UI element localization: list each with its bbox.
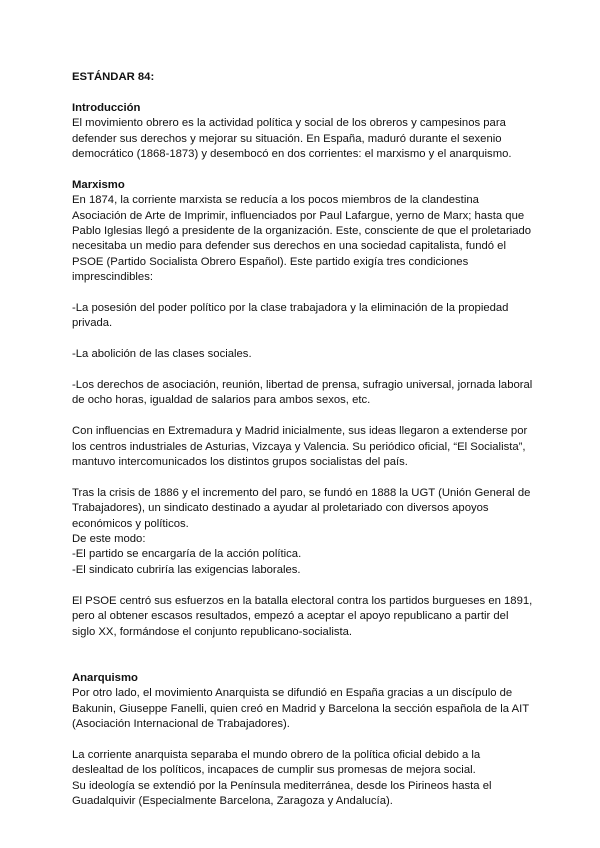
marxismo-paragraph-1: En 1874, la corriente marxista se reducía a los pocos miembros de la clandestina Asociación de Arte de Imprimir, influenciados por Paul Lafargue, yerno de Marx; hasta que Pablo Iglesias llegó a presidente de la organización. Este, consciente de que el proletariado necesitaba un medio para defender sus derechos en una sociedad capitalista, fundó el PSOE (Partido Socialista Obrero Español). Este partido exigía tres condiciones imprescindibles:	[72, 194, 532, 284]
marxismo-line-partido: -El partido se encargaría de la acción política.	[72, 548, 302, 561]
marxismo-line-sindicato: -El sindicato cubriría las exigencias laborales.	[72, 563, 301, 576]
section-marxismo	[72, 178, 534, 640]
heading-introduccion: Introducción	[72, 101, 141, 114]
marxismo-line-modo: De este modo:	[72, 533, 146, 546]
marxismo-condition-1: -La posesión del poder político por la clase trabajadora y la eliminación de la propiedad privada.	[72, 302, 509, 330]
marxismo-condition-3: -Los derechos de asociación, reunión, libertad de prensa, sufragio universal, jornada laboral de ocho horas, igualdad de salarios para ambos sexos, etc.	[72, 379, 533, 407]
heading-anarquismo: Anarquismo	[72, 671, 138, 684]
marxismo-paragraph-4: El PSOE centró sus esfuerzos en la batalla electoral contra los partidos burgueses en 1891, pero al obtener escasos resultados, empezó a aceptar el apoyo republicano a partir del siglo XX, formándose el conjunto republicano-socialista.	[72, 594, 533, 638]
marxismo-paragraph-3: Tras la crisis de 1886 y el incremento del paro, se fundó en 1888 la UGT (Unión General de Trabajadores), un sindicato destinado a ayudar al proletariado con diversos apoyos económicos y políticos.	[72, 486, 531, 530]
introduccion-paragraph: El movimiento obrero es la actividad política y social de los obreros y campesinos para defender sus derechos y mejorar su situación. En España, maduró durante el sexenio democrático (1868-1873) y desembocó en dos corrientes: el marxismo y el anarquismo.	[72, 117, 512, 161]
marxismo-paragraph-2: Con influencias en Extremadura y Madrid inicialmente, sus ideas llegaron a extenderse por los centros industriales de Asturias, Vizcaya y Valencia. Su periódico oficial, “El Socialista”, mantuvo intercomunicados los distintos grupos socialistas del país.	[72, 425, 528, 469]
anarquismo-paragraph-2: La corriente anarquista separaba el mundo obrero de la política oficial debido a la deslealtad de los políticos, incapaces de cumplir sus promesas de mejora social.	[72, 748, 481, 777]
section-anarquismo	[72, 671, 534, 810]
heading-marxismo: Marxismo	[72, 178, 125, 191]
document-page	[72, 70, 534, 809]
document-title: ESTÁNDAR 84:	[72, 71, 155, 83]
anarquismo-paragraph-1: Por otro lado, el movimiento Anarquista se difundió en España gracias a un discípulo de Bakunin, Giuseppe Fanelli, quien creó en Madrid y Barcelona la sección española de la AIT (Asociación Internacional de Trabajadores).	[72, 687, 529, 730]
section-introduccion	[72, 101, 534, 163]
anarquismo-paragraph-3: Su ideología se extendió por la Península mediterránea, desde los Pirineos hasta el Guadalquivir (Especialmente Barcelona, Zaragoza y Andalucía).	[72, 779, 492, 807]
marxismo-condition-2: -La abolición de las clases sociales.	[72, 348, 252, 361]
